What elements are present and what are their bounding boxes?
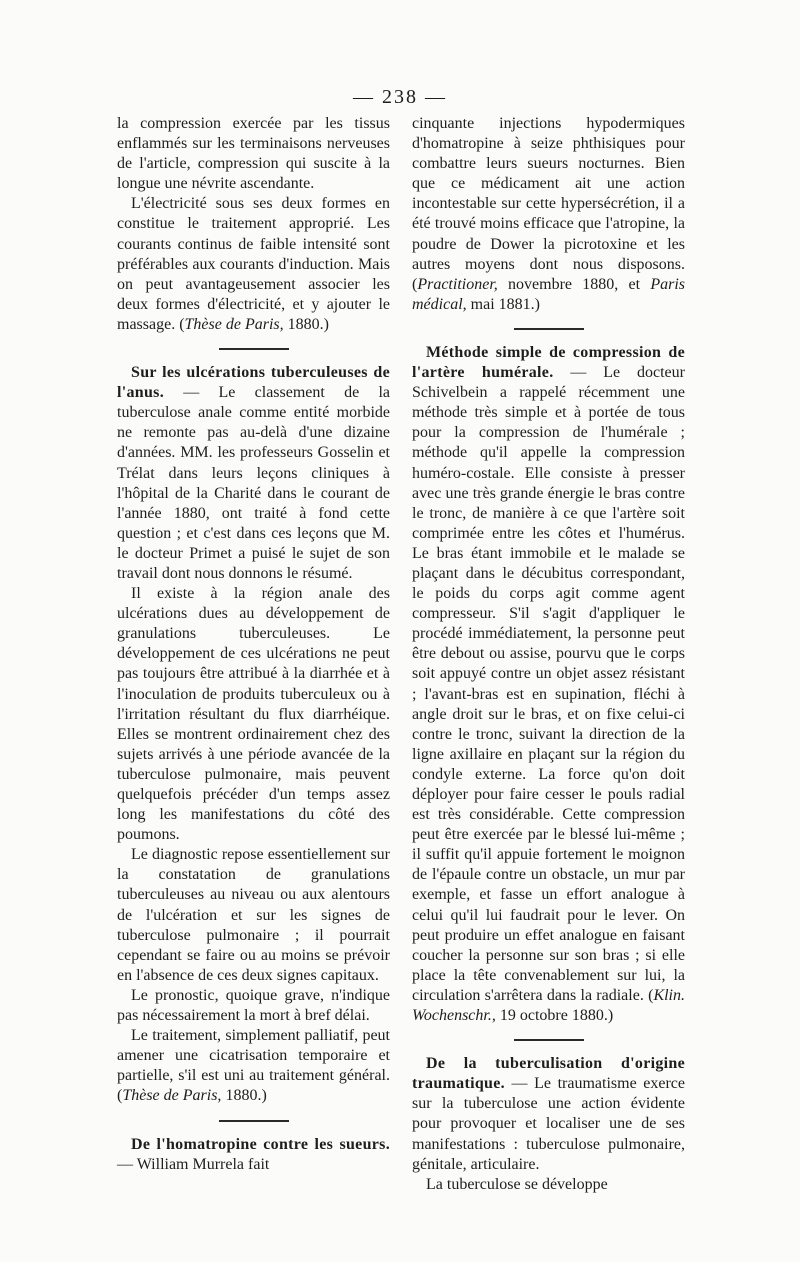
page-number: — 238 —: [353, 86, 447, 108]
paragraph: La tuberculose se développe: [426, 1175, 608, 1193]
paragraph: cinquante injections hypodermiques d'homatropine à seize phthisiques pour combattre leurs sueurs nocturnes. Bien que ce médicament ait une action incontestable sur cette hypersécrétion, il a été trouvé moins efficace que l'atropine, la poudre de Dower la picrotoxine et les autres moyens dont nous disposons. (Practitioner, novembre 1880, et Paris médical, mai 1881.): [412, 115, 685, 313]
left-column: [117, 114, 390, 1175]
section-anal-ulcerations: Sur les ulcérations tuberculeuses de l'anus. — Le classement de la tuberculose anale comme entité morbide ne remonte pas au-delà d'une dizaine d'années. MM. les professeurs Gosselin et Trélat dans leurs leçons cliniques à l'hôpital de la Charité dans le courant de l'année 1880, ont traité à fond cette question ; et c'est dans ces leçons que M. le docteur Primet a puisé le sujet de son travail dont nous donnons le résumé.: [117, 364, 390, 582]
paragraph: Il existe à la région anale des ulcérations dues au développement de granulations tuberculeuses. Le développement de ces ulcérations ne peut pas toujours être attribué à la diarrhée et à l'inoculation de produits tuberculeux ou à l'irritation résultant du flux diarrhéique. Elles se montrent ordinairement chez des sujets arrivés à une période avancée de la tuberculose pulmonaire, mais peuvent quelquefois précéder d'un temps assez long les manifestations du côté des poumons.: [117, 585, 390, 844]
paragraph: la compression exercée par les tissus enflammés sur les terminaisons nerveuses de l'article, compression qui suscite à la longue une névrite ascendante.: [117, 115, 390, 193]
section-divider: [219, 1120, 289, 1122]
section-heading: De l'homatropine contre les sueurs.: [131, 1135, 390, 1153]
paragraph: Le diagnostic repose essentiellement sur la constatation de granulations tuberculeuses au niveau ou aux alentours de l'ulcération et sur les signes de tuberculose pulmonaire ; il pourrait cependant se faire ou au moins se prévoir en l'absence de ces deux signes capitaux.: [117, 846, 390, 984]
section-humeral-compression: Méthode simple de compression de l'artère humérale. — Le docteur Schivelbein a rappelé récemment une méthode très simple et à portée de tous pour la compression de l'humérale ; méthode qu'il appelle la compression huméro-costale. Elle consiste à presser avec une très grande énergie le bras contre le tronc, de manière à ce que l'artère soit comprimée entre les côtes et l'humérus. Le bras étant immobile et le malade se plaçant dans le décubitus correspondant, le poids du corps agit comme agent compresseur. S'il s'agit d'appliquer le procédé immédiatement, la personne peut être debout ou assise, pourvu que le corps soit appuyé contre un objet assez résistant ; l'avant-bras est en supination, fléchi à angle droit sur le bras, et on fixe celui-ci contre le tronc, suivant la direction de la ligne axillaire en plaçant sur la région du condyle externe. La force qu'on doit déployer pour faire cesser le pouls radial est très considérable. Cette compression peut être exercée par le blessé lui-même ; il suffit qu'il appuie fortement le moignon de l'épaule contre un obstacle, un mur par exemple, et fasse un effort analogue à celui qu'il lui faudrait pour le lever. On peut produire un effet analogue en faisant coucher la personne sur son bras ; si elle place la tête convenablement sur lui, la circulation s'arrêtera dans la radiale. (Klin. Wochenschr., 19 octobre 1880.): [412, 343, 685, 1025]
section-divider: [514, 328, 584, 330]
paragraph-electricity: L'électricité sous ses deux formes en constitue le traitement approprié. Les courants continus de faible intensité sont préférables aux courants d'induction. Mais on peut avantageusement associer les deux formes d'électricité, et y ajouter le massage. (Thèse de Paris, 1880.): [117, 195, 390, 333]
section-divider: [514, 1039, 584, 1041]
section-heading: Sur les ulcérations tuberculeuses de l'anus.: [117, 364, 390, 402]
section-heading: De la tuberculisation d'origine traumatique.: [412, 1055, 685, 1093]
section-homatropine: De l'homatropine contre les sueurs. — William Murrela fait: [117, 1135, 390, 1173]
section-traumatic-tuberculosis: De la tuberculisation d'origine traumatique. — Le traumatisme exerce sur la tuberculose une action évidente pour provoquer et localiser une de ses manifestations : tuberculose pulmonaire, génitale, articulaire.: [412, 1055, 685, 1173]
paragraph: Le traitement, simplement palliatif, peut amener une cicatrisation temporaire et partielle, s'il est uni au traitement général. (Thèse de Paris, 1880.): [117, 1027, 390, 1105]
section-divider: [219, 348, 289, 350]
paragraph: Le pronostic, quoique grave, n'indique pas nécessairement la mort à bref délai.: [117, 986, 390, 1025]
section-heading: Méthode simple de compression de l'artère humérale.: [412, 343, 685, 382]
right-column: [412, 114, 685, 1195]
